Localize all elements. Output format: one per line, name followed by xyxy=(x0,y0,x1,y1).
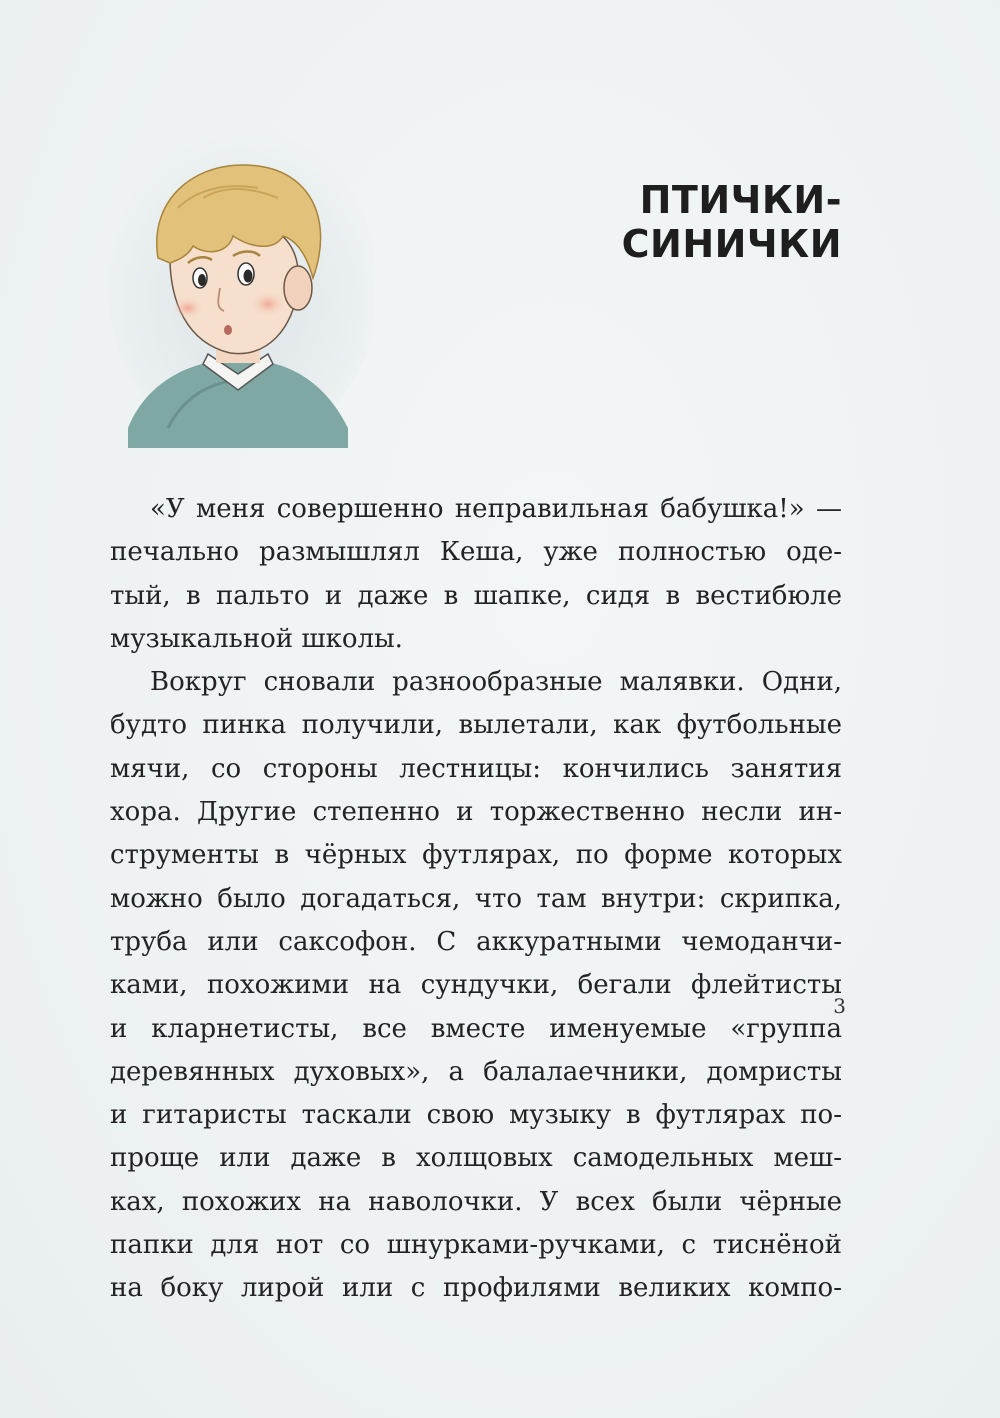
boy-illustration xyxy=(108,128,373,448)
body-text xyxy=(110,488,842,1311)
paragraph xyxy=(110,661,842,1310)
text-line: музыкальной школы. xyxy=(110,623,403,654)
text-line: «У меня совершенно неправильная бабушка!» — xyxy=(150,494,842,524)
chapter-title: ПТИЧКИ-СИНИЧКИ xyxy=(621,178,842,266)
text-line: папки для нот со шнурками-ручками, с тиснёной xyxy=(110,1230,842,1261)
text-line: на боку лирой или с профилями великих компо- xyxy=(110,1273,842,1304)
page-number: 3 xyxy=(833,994,846,1018)
text-line: мячи, со стороны лестницы: кончились занятия xyxy=(110,753,842,784)
text-line: хора. Другие степенно и торжественно несли ин- xyxy=(110,797,842,828)
text-line: тый, в пальто и даже в шапке, сидя в вестибюле xyxy=(110,580,842,611)
text-line: ками, похожими на сундучки, бегали флейтисты xyxy=(110,970,842,1001)
text-line: будто пинка получили, вылетали, как футбольные xyxy=(110,710,842,741)
text-line: печально размышлял Кеша, уже полностью оде- xyxy=(110,537,842,568)
text-line: Вокруг сновали разнообразные малявки. Одни, xyxy=(150,667,842,698)
text-line: и гитаристы таскали свою музыку в футлярах по- xyxy=(110,1100,842,1131)
text-line: деревянных духовых», а балалаечники, домристы xyxy=(110,1056,842,1087)
text-line: ках, похожих на наволочки. У всех были чёрные xyxy=(110,1186,842,1217)
text-line: труба или саксофон. С аккуратными чемоданчи- xyxy=(110,926,842,957)
text-line: проще или даже в холщовых самодельных меш- xyxy=(110,1143,842,1174)
text-line: струменты в чёрных футлярах, по форме которых xyxy=(110,840,842,871)
text-line: и кларнетисты, все вместе именуемые «группа xyxy=(110,1013,842,1044)
text-line: можно было догадаться, что там внутри: скрипка, xyxy=(110,883,842,914)
paragraph xyxy=(110,488,842,661)
